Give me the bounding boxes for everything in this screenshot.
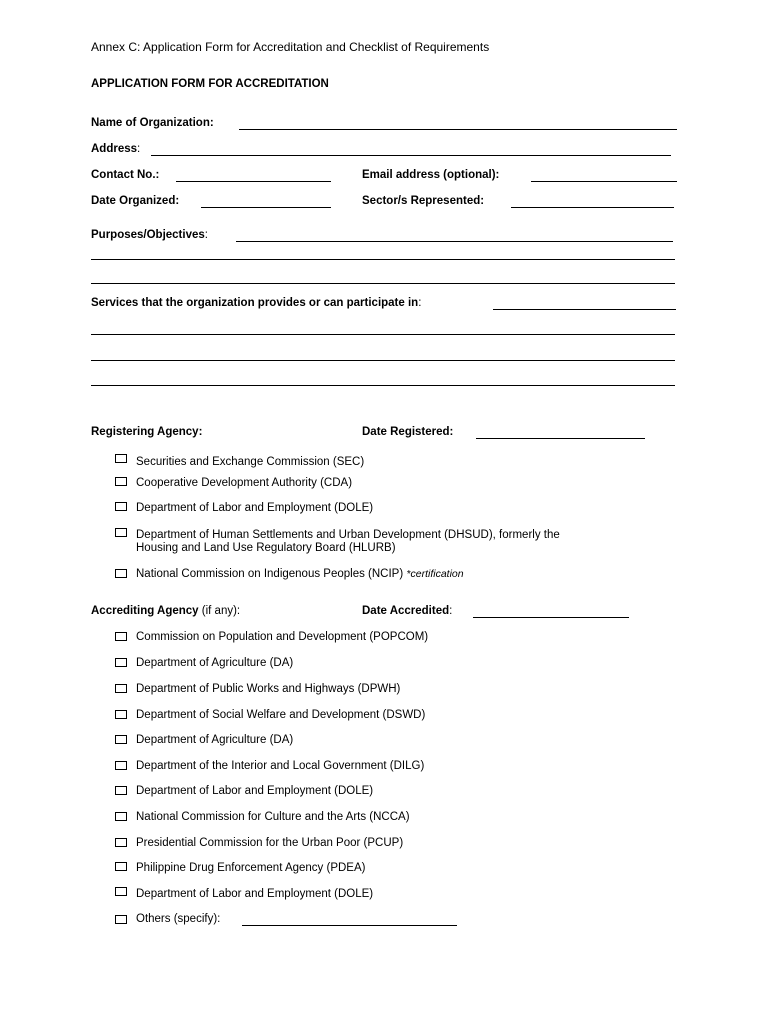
registering-agency-label: Registering Agency: [91,426,203,438]
option-dswd: Department of Social Welfare and Development (DSWD) [136,709,426,721]
address-field[interactable] [151,155,671,156]
checkbox-others[interactable] [115,915,127,924]
option-sec: Securities and Exchange Commission (SEC) [136,456,365,468]
option-dole: Department of Labor and Employment (DOLE) [136,502,374,514]
checkbox-da[interactable] [115,658,127,667]
checkbox-dilg[interactable] [115,761,127,770]
date-accredited-label: Date Accredited: [362,605,453,617]
checkbox-dpwh[interactable] [115,684,127,693]
address-label: Address: [91,143,141,155]
option-dilg: Department of the Interior and Local Government (DILG) [136,760,425,772]
name-of-organization-label: Name of Organization: [91,117,214,129]
option-pdea: Philippine Drug Enforcement Agency (PDEA) [136,862,366,874]
sectors-represented-label: Sector/s Represented: [362,195,485,207]
option-dhsud-line-2: Housing and Land Use Regulatory Board (HLURB) [136,542,396,554]
checkbox-pcup[interactable] [115,838,127,847]
date-accredited-field[interactable] [473,617,629,618]
checkbox-sec[interactable] [115,454,127,463]
checkbox-ncca[interactable] [115,812,127,821]
date-registered-label: Date Registered: [362,426,454,438]
option-cda: Cooperative Development Authority (CDA) [136,477,353,489]
accrediting-agency-label: Accrediting Agency (if any): [91,605,241,617]
checkbox-dhsud[interactable] [115,528,127,537]
option-dpwh: Department of Public Works and Highways (DPWH) [136,683,401,695]
checkbox-ncip[interactable] [115,569,127,578]
contact-no-field[interactable] [176,181,331,182]
checkbox-popcom[interactable] [115,632,127,641]
checkbox-pdea[interactable] [115,862,127,871]
email-label: Email address (optional): [362,169,500,181]
purposes-objectives-label: Purposes/Objectives: [91,229,208,241]
option-dole-2: Department of Labor and Employment (DOLE) [136,785,374,797]
services-line-1[interactable] [493,309,676,310]
services-label: Services that the organization provides or can participate in: [91,297,422,309]
checkbox-dole[interactable] [115,502,127,511]
option-pcup: Presidential Commission for the Urban Poor (PCUP) [136,837,404,849]
option-popcom: Commission on Population and Development (POPCOM) [136,631,429,643]
checkbox-dole-2[interactable] [115,786,127,795]
checkbox-cda[interactable] [115,477,127,486]
date-registered-field[interactable] [476,438,645,439]
date-organized-field[interactable] [201,207,331,208]
checkbox-dswd[interactable] [115,710,127,719]
services-line-4[interactable] [91,385,675,386]
contact-no-label: Contact No.: [91,169,160,181]
certification-note: *certification [406,568,464,580]
purposes-line-2[interactable] [91,259,675,260]
services-line-2[interactable] [91,334,675,335]
annex-heading: Annex C: Application Form for Accreditation and Checklist of Requirements [91,40,490,54]
option-ncca: National Commission for Culture and the Arts (NCCA) [136,811,410,823]
option-da-2: Department of Agriculture (DA) [136,734,294,746]
form-title: APPLICATION FORM FOR ACCREDITATION [91,78,329,90]
option-dhsud: Department of Human Settlements and Urban Development (DHSUD), formerly the [136,529,560,541]
name-of-organization-field[interactable] [239,129,677,130]
option-da: Department of Agriculture (DA) [136,657,294,669]
others-specify-field[interactable] [242,925,457,926]
option-dole-3: Department of Labor and Employment (DOLE) [136,888,374,900]
option-others: Others (specify): [136,913,221,925]
checkbox-dole-3[interactable] [115,887,127,896]
services-line-3[interactable] [91,360,675,361]
email-field[interactable] [531,181,677,182]
date-organized-label: Date Organized: [91,195,180,207]
option-ncip: National Commission on Indigenous Peoples (NCIP) *certification [136,568,464,580]
purposes-line-1[interactable] [236,241,673,242]
purposes-line-3[interactable] [91,283,675,284]
sectors-represented-field[interactable] [511,207,674,208]
checkbox-da-2[interactable] [115,735,127,744]
